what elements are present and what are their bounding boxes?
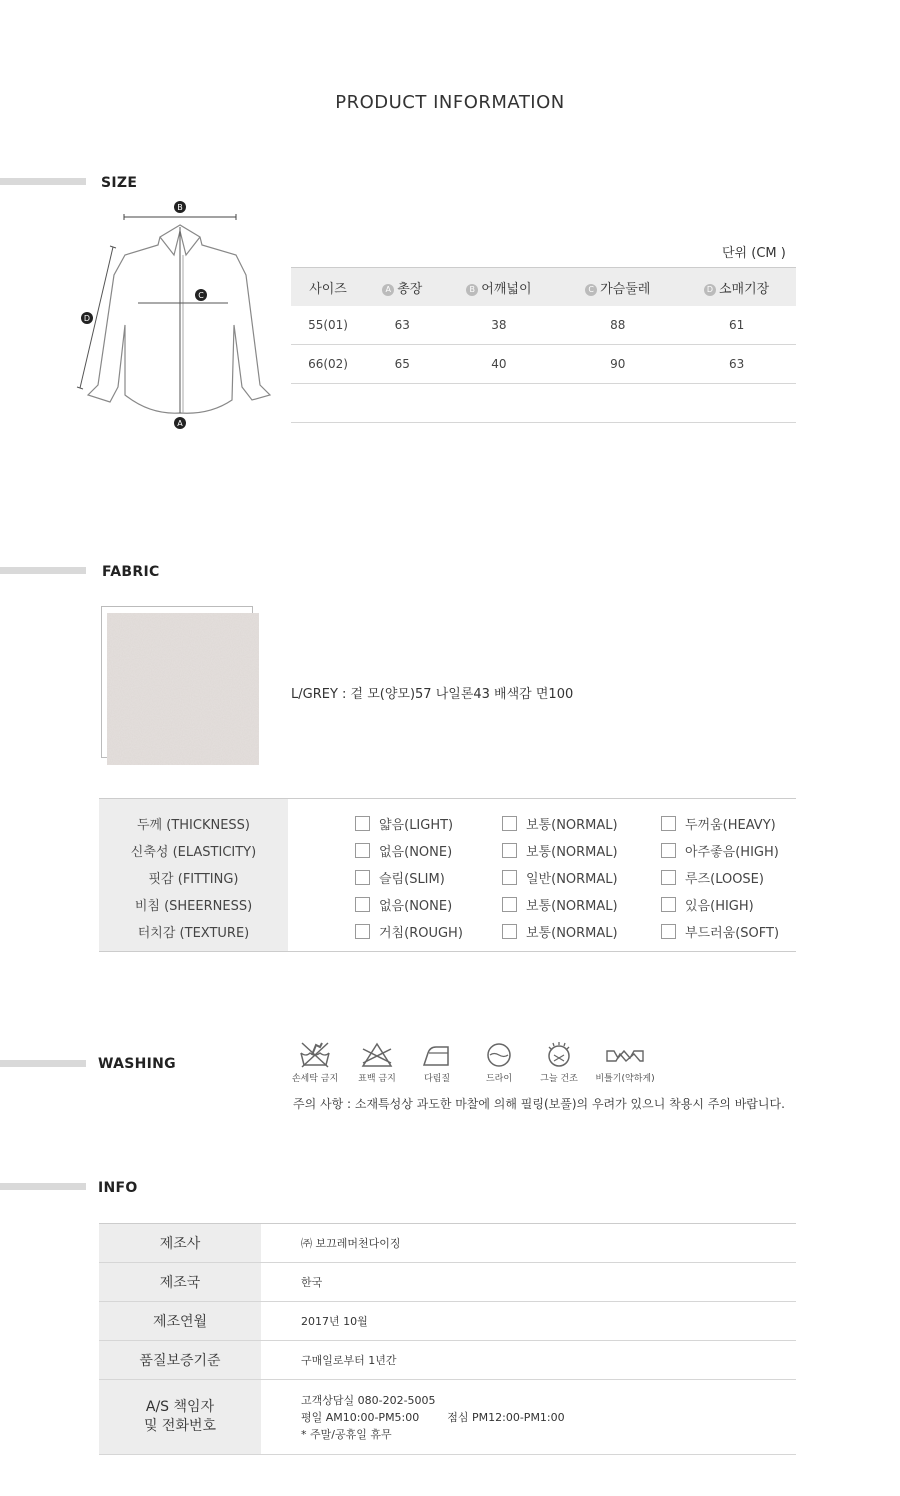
table-cell: 90 <box>558 345 677 384</box>
as-key-line1: A/S 책임자 <box>145 1399 215 1415</box>
col-shoulder: B 어깨넓이 <box>440 268 559 307</box>
shade-dry-icon: 그늘 건조 <box>529 1041 589 1084</box>
checkbox[interactable] <box>355 897 370 912</box>
as-hours-line: 평일 AM10:00-PM5:00 점심 PM12:00-PM1:00 <box>301 1410 565 1424</box>
attr-label: 핏감 (FITTING) <box>148 872 239 887</box>
marker-c <box>195 289 207 301</box>
checkbox[interactable] <box>502 816 517 831</box>
checkbox[interactable] <box>502 870 517 885</box>
table-cell: 40 <box>440 345 559 384</box>
checkbox[interactable] <box>661 897 676 912</box>
option-normal[interactable]: 보통(NORMAL) <box>502 922 618 941</box>
info-value-date: 2017년 10월 <box>261 1302 796 1341</box>
checkbox[interactable] <box>355 843 370 858</box>
section-title-size: SIZE <box>101 175 138 191</box>
table-cell: 65 <box>365 345 439 384</box>
washing-caution: 주의 사항 : 소재특성상 과도한 마찰에 의해 필링(보풀)의 우려가 있으니 착용시 주의 바랍니다. <box>293 1097 785 1111</box>
option-heavy[interactable]: 두꺼움(HEAVY) <box>661 814 776 833</box>
option-high[interactable]: 아주좋음(HIGH) <box>661 841 779 860</box>
hand-wash-prohibited-icon: 손세탁 금지 <box>285 1041 345 1084</box>
as-contact-line: 고객상담실 080-202-5005 <box>301 1393 436 1407</box>
checkbox[interactable] <box>502 843 517 858</box>
table-cell: 61 <box>677 306 796 345</box>
table-cell <box>677 384 796 423</box>
badge-c-icon: C <box>585 284 597 296</box>
attr-label: 신축성 (ELASTICITY) <box>130 845 257 860</box>
attr-label: 두께 (THICKNESS) <box>137 818 250 833</box>
svg-text:C: C <box>198 291 204 300</box>
checkbox[interactable] <box>661 843 676 858</box>
as-key-line2: 및 전화번호 <box>143 1418 217 1434</box>
table-row <box>99 1341 796 1380</box>
checkbox[interactable] <box>355 816 370 831</box>
info-key-as <box>99 1380 261 1455</box>
info-key-manufacturer: 제조사 <box>99 1224 261 1263</box>
col-total-length: A 총장 <box>365 268 439 307</box>
table-cell: 63 <box>677 345 796 384</box>
badge-a-icon: A <box>382 284 394 296</box>
checkbox[interactable] <box>502 897 517 912</box>
checkbox[interactable] <box>502 924 517 939</box>
svg-text:A: A <box>177 419 183 428</box>
table-cell: 63 <box>365 306 439 345</box>
marker-b <box>174 201 186 213</box>
page-title: PRODUCT INFORMATION <box>335 92 565 113</box>
option-normal[interactable]: 보통(NORMAL) <box>502 814 618 833</box>
table-cell: 66(02) <box>291 345 365 384</box>
attr-row-texture <box>99 916 796 943</box>
section-bar-size <box>0 178 86 185</box>
section-bar-washing <box>0 1060 86 1067</box>
badge-b-icon: B <box>466 284 478 296</box>
shirt-size-diagram <box>70 195 290 435</box>
section-title-washing: WASHING <box>98 1056 176 1072</box>
table-cell: 38 <box>440 306 559 345</box>
checkbox[interactable] <box>661 924 676 939</box>
svg-text:D: D <box>83 314 91 323</box>
section-title-info: INFO <box>98 1180 138 1196</box>
table-cell <box>558 384 677 423</box>
marker-d <box>81 312 93 324</box>
badge-d-icon: D <box>704 284 716 296</box>
table-cell <box>291 384 365 423</box>
svg-text:B: B <box>177 203 183 212</box>
info-table <box>99 1223 796 1455</box>
table-row <box>99 1380 796 1455</box>
attr-row-thickness <box>99 808 796 835</box>
size-unit-label: 단위 (CM ) <box>722 246 786 261</box>
checkbox[interactable] <box>355 870 370 885</box>
checkbox[interactable] <box>661 816 676 831</box>
marker-a <box>174 417 186 429</box>
size-table-header <box>291 268 796 307</box>
table-row <box>99 1263 796 1302</box>
dry-clean-icon: 드라이 <box>469 1041 529 1084</box>
table-row <box>291 345 796 384</box>
table-cell <box>440 384 559 423</box>
col-sleeve: D 소매기장 <box>677 268 796 307</box>
table-row <box>99 1224 796 1263</box>
option-rough[interactable]: 거침(ROUGH) <box>355 922 463 941</box>
option-normal[interactable]: 보통(NORMAL) <box>502 895 618 914</box>
table-cell: 55(01) <box>291 306 365 345</box>
section-title-fabric: FABRIC <box>102 564 160 580</box>
table-cell <box>365 384 439 423</box>
table-row <box>291 384 796 423</box>
checkbox[interactable] <box>661 870 676 885</box>
table-row <box>99 1302 796 1341</box>
info-key-warranty: 품질보증기준 <box>99 1341 261 1380</box>
info-value-as <box>261 1380 796 1455</box>
size-table <box>291 267 796 423</box>
fabric-attributes-table <box>99 798 796 952</box>
section-bar-info <box>0 1183 86 1190</box>
info-key-date: 제조연월 <box>99 1302 261 1341</box>
option-light[interactable]: 얇음(LIGHT) <box>355 814 453 833</box>
checkbox[interactable] <box>355 924 370 939</box>
option-none[interactable]: 없음(NONE) <box>355 841 452 860</box>
attr-label: 터치감 (TEXTURE) <box>137 926 250 941</box>
option-high[interactable]: 있음(HIGH) <box>661 895 754 914</box>
info-value-warranty: 구매일로부터 1년간 <box>261 1341 796 1380</box>
option-loose[interactable]: 루즈(LOOSE) <box>661 868 764 887</box>
option-soft[interactable]: 부드러움(SOFT) <box>661 922 779 941</box>
as-holiday-line: * 주말/공휴일 휴무 <box>301 1427 392 1441</box>
wring-gently-icon: 비틀기(약하게) <box>595 1041 655 1084</box>
table-row <box>291 306 796 345</box>
iron-icon: 다림질 <box>407 1041 467 1084</box>
attr-row-elasticity <box>99 835 796 862</box>
attr-label: 비침 (SHEERNESS) <box>134 899 253 914</box>
option-normal[interactable]: 보통(NORMAL) <box>502 841 618 860</box>
col-size: 사이즈 <box>291 268 365 307</box>
option-slim[interactable]: 슬림(SLIM) <box>355 868 445 887</box>
col-chest: C 가슴둘레 <box>558 268 677 307</box>
info-key-country: 제조국 <box>99 1263 261 1302</box>
option-none[interactable]: 없음(NONE) <box>355 895 452 914</box>
attr-row-sheerness <box>99 889 796 916</box>
fabric-swatch-image <box>107 613 259 765</box>
table-cell: 88 <box>558 306 677 345</box>
bleach-prohibited-icon: 표백 금지 <box>347 1041 407 1084</box>
info-value-country: 한국 <box>261 1263 796 1302</box>
section-bar-fabric <box>0 567 86 574</box>
attr-row-fitting <box>99 862 796 889</box>
fabric-composition: L/GREY : 겉 모(양모)57 나일론43 배색감 면100 <box>291 687 574 702</box>
option-normal[interactable]: 일반(NORMAL) <box>502 868 618 887</box>
info-value-manufacturer: ㈜ 보끄레머천다이징 <box>261 1224 796 1263</box>
